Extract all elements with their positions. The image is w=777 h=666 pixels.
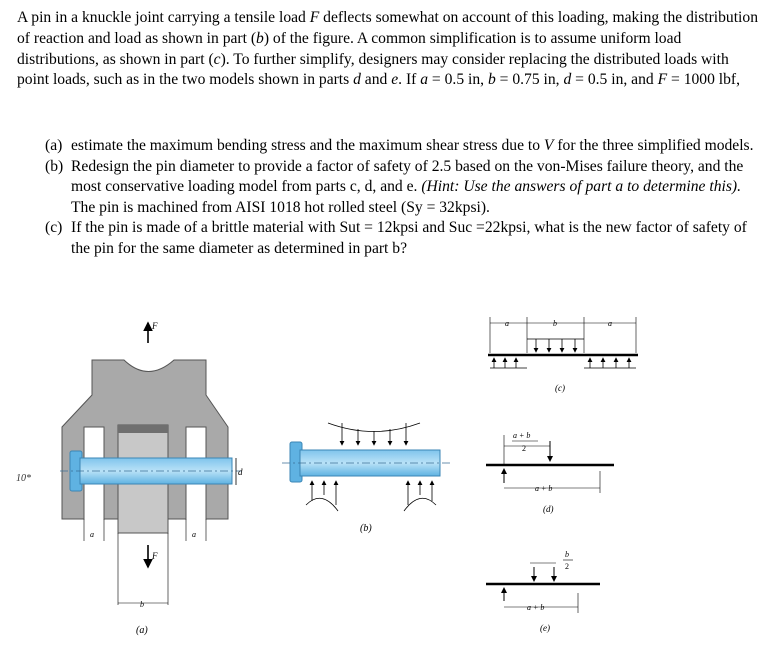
caption-e: (e): [540, 623, 550, 633]
lower-eye-top: [118, 425, 168, 433]
part-c: (c) If the pin is made of a brittle material with Sut = 12kpsi and Suc =22kpsi, what is the new factor of safety of the pin for the same diameter as determined in part b?: [45, 219, 747, 257]
svg-text:b: b: [553, 319, 557, 328]
caption-a: (a): [136, 625, 148, 636]
part-b: (b) Redesign the pin diameter to provide a factor of safety of 2.5 based on the von-Mises failure theory, and the most conservative loading model from parts c, d, and e. (Hint: Use the answers of part a to determine this). The pin is machined from AISI 1018 hot rolled steel (Sy = 32kpsi).: [45, 157, 744, 216]
d-fraction-den: 2: [522, 444, 526, 453]
d-dim-label: a + b: [535, 484, 553, 493]
intro-paragraph: A pin in a knuckle joint carrying a tensile load F deflects somewhat on account of this loading, making the distribution of reaction and load as shown in part (b) of the figure. A common simplification is to assume uniform load distributions, as shown in part (c). To further simplify, designers may consider replacing the distributed loads with point loads, such as in the two models shown in parts d and e. If a = 0.5 in, b = 0.75 in, d = 0.5 in, and F = 1000 lbf,: [17, 9, 758, 89]
d-fraction-num: a + b: [513, 431, 531, 440]
svg-text:a: a: [608, 319, 612, 328]
question-parts: [45, 136, 765, 260]
diameter-label: d: [238, 467, 243, 477]
part-b-label: (b): [45, 157, 64, 175]
part-a-label: (a): [45, 137, 63, 154]
dim-a-right: a: [192, 530, 196, 539]
figure-b-distributed-pin: [282, 423, 450, 534]
svg-text:a: a: [505, 319, 509, 328]
e-fraction-den: 2: [565, 562, 569, 571]
figure-e-point-load: [486, 550, 600, 633]
top-load-label: F: [152, 321, 158, 331]
problem-intro: [17, 8, 762, 91]
knuckle-joint-figure: [0, 305, 777, 666]
e-dim-label: a + b: [527, 603, 545, 612]
caption-d: (d): [543, 504, 554, 514]
e-fraction-num: b: [565, 550, 569, 559]
left-reaction-curve: [306, 498, 338, 511]
bottom-load-label: F: [152, 551, 158, 561]
right-reaction-curve: [404, 498, 436, 511]
figure-d-point-load: [486, 431, 614, 514]
dim-a-left: a: [90, 530, 94, 539]
side-label: 10*: [16, 473, 31, 484]
figure-c-uniform-load: [488, 317, 638, 393]
dim-b-label: b: [140, 600, 144, 609]
figure-a-knuckle-joint: [60, 321, 243, 636]
part-c-label: (c): [45, 219, 63, 237]
caption-b: (b): [360, 523, 372, 534]
caption-c: (c): [555, 383, 565, 393]
part-a: (a) estimate the maximum bending stress and the maximum shear stress due to V for the three simplified models.: [45, 136, 765, 157]
